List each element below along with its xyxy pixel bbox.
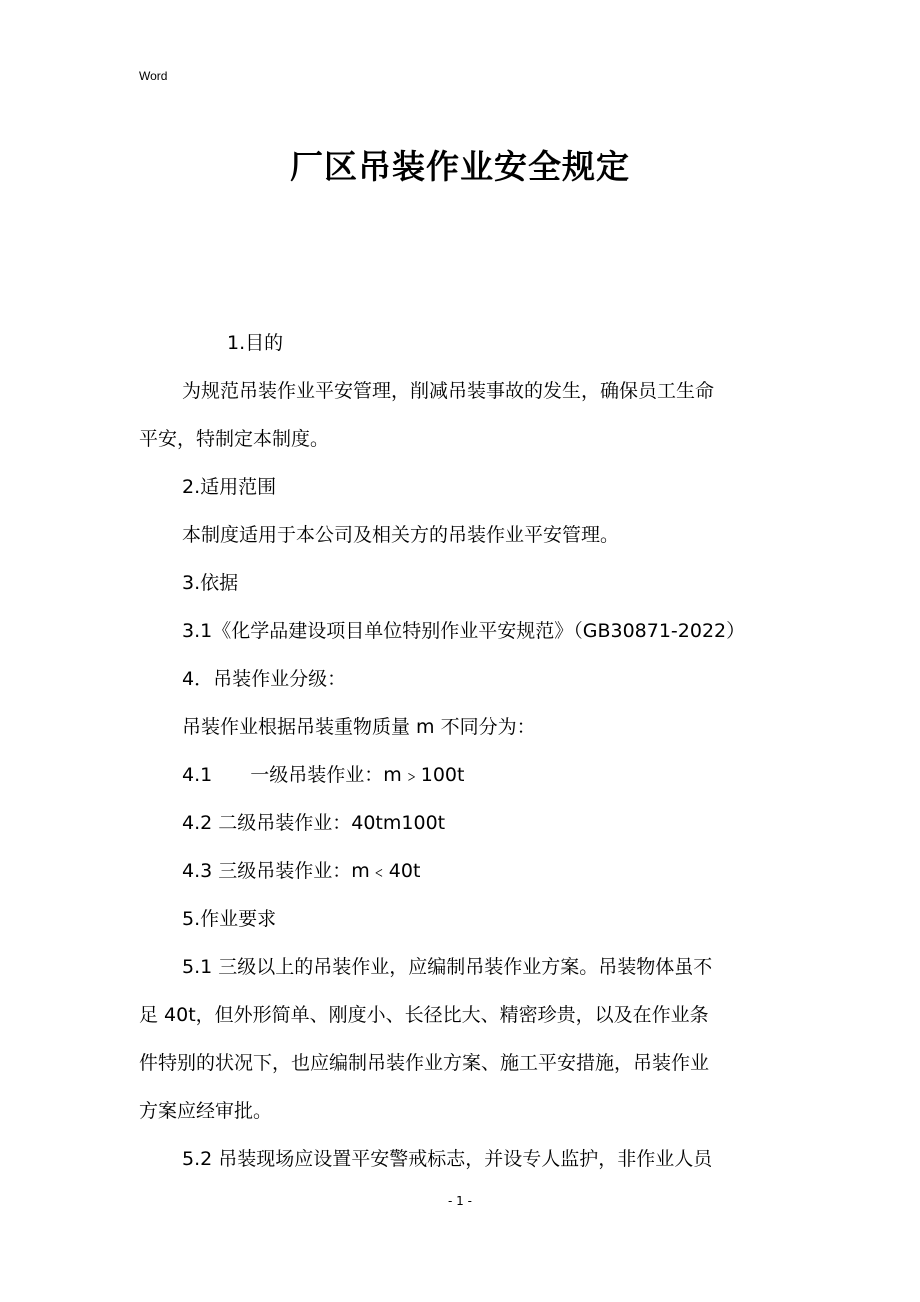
section-heading-requirements: 5.作业要求	[182, 908, 277, 930]
page-number: - 1 -	[448, 1194, 472, 1208]
paragraph-line: 5.2 吊装现场应设置平安警戒标志，并设专人监护，非作业人员	[182, 1148, 713, 1170]
section-heading-scope: 2.适用范围	[182, 476, 277, 498]
section-heading-basis: 3.依据	[182, 572, 239, 594]
paragraph-line: 件特别的状况下，也应编制吊装作业方案、施工平安措施，吊装作业	[139, 1052, 710, 1074]
list-item: 4.2 二级吊装作业：40tm100t	[182, 812, 446, 834]
paragraph-line: 平安，特制定本制度。	[139, 428, 330, 450]
list-item: 4.1 一级吊装作业：m﹥100t	[182, 764, 465, 786]
paragraph-line: 吊装作业根据吊装重物质量 m 不同分为：	[182, 716, 536, 738]
paragraph-line: 5.1 三级以上的吊装作业，应编制吊装作业方案。吊装物体虽不	[182, 956, 713, 978]
section-heading-classification: 4．吊装作业分级：	[182, 668, 347, 690]
section-heading-purpose: 1.目的	[227, 332, 284, 354]
document-title: 厂区吊装作业安全规定	[290, 147, 630, 186]
list-item: 4.3 三级吊装作业：m﹤40t	[182, 860, 421, 882]
paragraph-line: 足 40t，但外形简单、刚度小、长径比大、精密珍贵，以及在作业条	[139, 1004, 709, 1026]
paragraph-line: 为规范吊装作业平安管理，削减吊装事故的发生，确保员工生命	[182, 380, 715, 402]
paragraph-line: 本制度适用于本公司及相关方的吊装作业平安管理。	[182, 524, 620, 546]
paragraph-line: 3.1《化学品建设项目单位特别作业平安规范》（GB30871-2022）	[182, 620, 746, 642]
header-label: Word	[139, 69, 168, 83]
paragraph-line: 方案应经审批。	[139, 1100, 273, 1122]
